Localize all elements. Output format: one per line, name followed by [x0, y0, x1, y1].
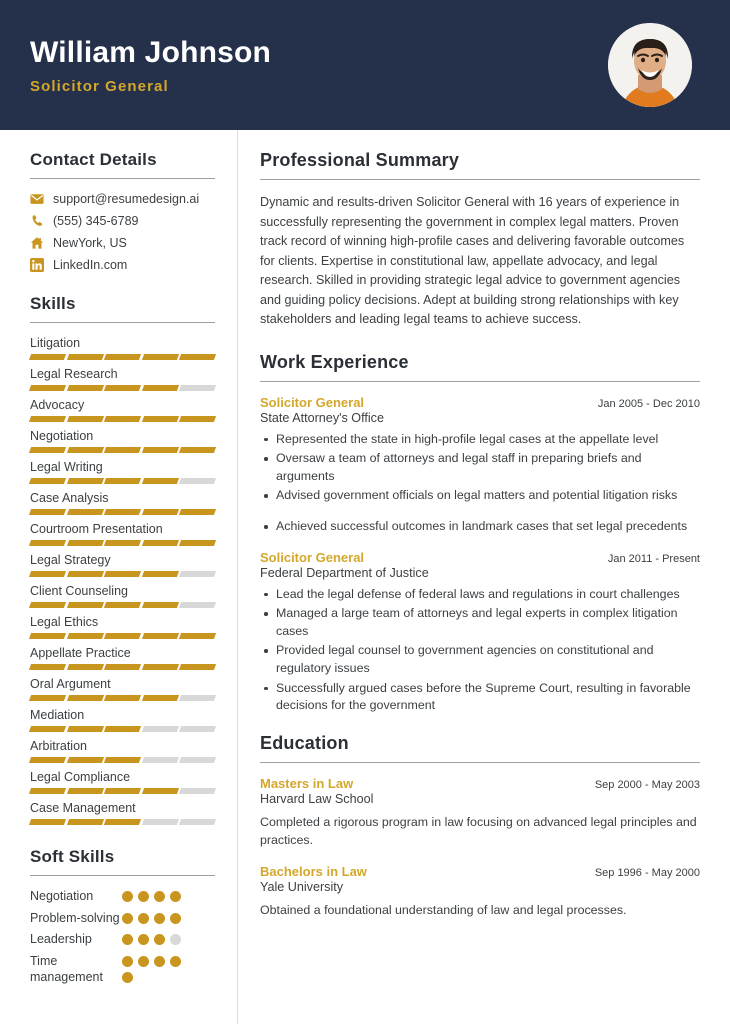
skill-item — [30, 739, 215, 763]
skill-bar-segment — [104, 664, 141, 670]
skill-label: Litigation — [30, 336, 81, 350]
soft-skill-rating — [122, 911, 192, 924]
experience-divider — [260, 381, 700, 382]
skill-bar-segment — [142, 385, 179, 391]
skill-bar-segment — [179, 726, 216, 732]
education-degree: Bachelors in Law — [260, 863, 367, 879]
soft-skill-label: Leadership — [30, 932, 92, 947]
contact-section — [30, 150, 215, 272]
skills-list — [30, 336, 215, 825]
rating-dot — [154, 934, 165, 945]
summary-text: Dynamic and results-driven Solicitor General with 16 years of experience in successfully representing the government in complex legal matters. Proven track record of winning high-profile cases and delivering favorable outcomes for clients. Expertise in constitutional law, appellate advocacy, and legal research. Skilled in providing strategic legal advice to government agencies and guiding policy decisions. Adept at building strong relationships with key stakeholders and leading legal teams to achieve success. — [260, 195, 685, 327]
education-degree: Masters in Law — [260, 775, 354, 791]
education-entry-header — [260, 776, 700, 791]
skill-bar-segment — [142, 509, 179, 515]
experience-bullet: Achieved successful outcomes in landmark cases that set legal precedents — [260, 518, 700, 536]
skill-bar-segment — [104, 602, 141, 608]
skill-bar-segment — [142, 633, 179, 639]
skill-bar-segment — [29, 602, 66, 608]
skill-bar-segment — [179, 509, 216, 515]
soft-skill-label: Negotiation — [30, 889, 94, 903]
avatar — [608, 23, 692, 107]
skills-divider — [30, 322, 215, 323]
summary-heading: Professional Summary — [260, 150, 460, 170]
skill-bar-segment — [67, 354, 104, 360]
rating-dot — [138, 956, 149, 967]
skill-bar-segment — [67, 478, 104, 484]
skill-bar-segment — [104, 416, 141, 422]
skill-level-bar — [30, 385, 215, 391]
skill-bar-segment — [104, 385, 141, 391]
skill-bar-segment — [29, 633, 66, 639]
skill-label: Case Analysis — [30, 491, 109, 505]
skill-level-bar — [30, 416, 215, 422]
skill-level-bar — [30, 540, 215, 546]
skill-level-bar — [30, 788, 215, 794]
skill-item — [30, 429, 215, 453]
skill-bar-segment — [179, 571, 216, 577]
skill-level-bar — [30, 509, 215, 515]
skill-bar-segment — [142, 540, 179, 546]
skills-section — [30, 294, 215, 825]
skill-bar-segment — [142, 757, 179, 763]
skill-bar-segment — [179, 447, 216, 453]
skill-item — [30, 677, 215, 701]
skill-label: Oral Argument — [30, 677, 111, 691]
education-date-range: Sep 2000 - May 2003 — [594, 778, 700, 791]
education-list — [260, 776, 700, 920]
skill-bar-segment — [179, 385, 216, 391]
resume-header — [0, 0, 730, 130]
education-school: Yale University — [260, 879, 344, 894]
contact-item-value: LinkedIn.com — [53, 258, 128, 272]
contact-item-value: (555) 345-6789 — [53, 214, 139, 228]
skill-bar-segment — [104, 819, 141, 825]
skill-bar-segment — [104, 447, 141, 453]
soft-skill-item — [30, 932, 215, 948]
soft-skill-rating — [122, 932, 192, 945]
rating-dot — [122, 972, 133, 983]
skill-item — [30, 398, 215, 422]
experience-role: Solicitor General — [260, 394, 365, 410]
contact-item[interactable] — [30, 236, 215, 250]
skill-label: Legal Compliance — [30, 770, 131, 784]
skill-bar-segment — [67, 571, 104, 577]
soft-skills-heading: Soft Skills — [30, 847, 115, 866]
contact-list — [30, 192, 215, 272]
skill-label: Case Management — [30, 801, 136, 815]
skill-bar-segment — [179, 416, 216, 422]
skill-bar-segment — [67, 757, 104, 763]
soft-skill-item — [30, 889, 215, 905]
skill-level-bar — [30, 478, 215, 484]
header-text-block — [30, 36, 608, 95]
skill-item — [30, 770, 215, 794]
skill-bar-segment — [179, 819, 216, 825]
skill-level-bar — [30, 571, 215, 577]
contact-divider — [30, 178, 215, 179]
skill-bar-segment — [142, 695, 179, 701]
skill-label: Negotiation — [30, 429, 94, 443]
experience-bullet: Advised government officials on legal matters and potential litigation risks — [260, 487, 700, 505]
skill-bar-segment — [29, 416, 66, 422]
experience-entry-header — [260, 550, 700, 565]
skill-bar-segment — [104, 695, 141, 701]
skill-bar-segment — [179, 633, 216, 639]
skill-bar-segment — [142, 664, 179, 670]
skill-bar-segment — [104, 571, 141, 577]
skill-bar-segment — [179, 664, 216, 670]
skill-bar-segment — [67, 416, 104, 422]
skill-level-bar — [30, 757, 215, 763]
skill-label: Legal Research — [30, 367, 118, 381]
skill-bar-segment — [29, 478, 66, 484]
skill-label: Legal Writing — [30, 460, 103, 474]
rating-dot — [154, 956, 165, 967]
skill-bar-segment — [67, 385, 104, 391]
rating-dot — [154, 913, 165, 924]
education-divider — [260, 762, 700, 763]
skill-level-bar — [30, 726, 215, 732]
skill-item — [30, 522, 215, 546]
skill-bar-segment — [104, 540, 141, 546]
skill-bar-segment — [142, 602, 179, 608]
skill-bar-segment — [142, 726, 179, 732]
skill-item — [30, 615, 215, 639]
skill-bar-segment — [179, 757, 216, 763]
skill-bar-segment — [29, 354, 66, 360]
linkedin-icon — [30, 258, 44, 272]
skill-item — [30, 646, 215, 670]
experience-list — [260, 395, 700, 715]
skill-item — [30, 553, 215, 577]
sidebar — [0, 130, 238, 1024]
skill-item — [30, 584, 215, 608]
experience-bullet: Lead the legal defense of federal laws and regulations in court challenges — [260, 586, 700, 604]
skill-label: Appellate Practice — [30, 646, 131, 660]
skill-item — [30, 367, 215, 391]
skill-bar-segment — [67, 788, 104, 794]
education-description: Obtained a foundational understanding of law and legal processes. — [260, 902, 627, 917]
experience-section — [260, 352, 700, 715]
rating-dot — [138, 913, 149, 924]
skill-bar-segment — [142, 447, 179, 453]
skill-bar-segment — [104, 788, 141, 794]
skill-level-bar — [30, 633, 215, 639]
skill-bar-segment — [67, 540, 104, 546]
skill-bar-segment — [29, 571, 66, 577]
soft-skills-divider — [30, 875, 215, 876]
skill-bar-segment — [67, 664, 104, 670]
education-description: Completed a rigorous program in law focusing on advanced legal principles and practices. — [260, 814, 697, 847]
rating-dot — [170, 956, 181, 967]
main-column — [238, 130, 730, 1024]
rating-dot — [138, 934, 149, 945]
skill-bar-segment — [29, 509, 66, 515]
rating-dot — [138, 891, 149, 902]
skill-level-bar — [30, 354, 215, 360]
skill-bar-segment — [104, 509, 141, 515]
skill-bar-segment — [67, 633, 104, 639]
rating-dot — [154, 891, 165, 902]
home-icon — [30, 236, 44, 250]
experience-bullet: Oversaw a team of attorneys and legal staff in preparing briefs and arguments — [260, 450, 700, 485]
summary-divider — [260, 179, 700, 180]
skill-label: Courtroom Presentation — [30, 522, 163, 536]
skill-label: Arbitration — [30, 739, 87, 753]
skill-bar-segment — [29, 540, 66, 546]
envelope-icon — [30, 192, 44, 206]
skill-level-bar — [30, 664, 215, 670]
skill-bar-segment — [142, 571, 179, 577]
rating-dot — [170, 934, 181, 945]
experience-bullet: Represented the state in high-profile legal cases at the appellate level — [260, 431, 700, 449]
skill-bar-segment — [142, 788, 179, 794]
skills-heading: Skills — [30, 294, 76, 313]
experience-bullet: Provided legal counsel to government agencies on constitutional and regulatory issues — [260, 642, 700, 677]
rating-dot — [122, 934, 133, 945]
skill-level-bar — [30, 447, 215, 453]
skill-bar-segment — [29, 788, 66, 794]
experience-bullet: Managed a large team of attorneys and legal experts in complex litigation cases — [260, 605, 700, 640]
experience-bullet-list — [260, 431, 700, 536]
soft-skill-item — [30, 911, 215, 927]
rating-dot — [122, 956, 133, 967]
rating-dot — [170, 913, 181, 924]
skill-bar-segment — [67, 447, 104, 453]
education-section — [260, 733, 700, 920]
contact-item[interactable] — [30, 214, 215, 228]
soft-skill-rating — [122, 889, 192, 902]
skill-item — [30, 460, 215, 484]
skill-bar-segment — [142, 354, 179, 360]
skill-bar-segment — [29, 385, 66, 391]
soft-skill-rating — [122, 954, 192, 983]
skill-item — [30, 708, 215, 732]
soft-skills-section — [30, 847, 215, 985]
contact-item[interactable] — [30, 192, 215, 206]
skill-bar-segment — [142, 416, 179, 422]
skill-bar-segment — [179, 540, 216, 546]
phone-icon — [30, 214, 44, 228]
skill-label: Advocacy — [30, 398, 85, 412]
skill-bar-segment — [67, 695, 104, 701]
education-entry — [260, 776, 700, 850]
skill-bar-segment — [179, 788, 216, 794]
education-heading: Education — [260, 732, 349, 753]
experience-date-range: Jan 2011 - Present — [607, 552, 700, 565]
skill-label: Legal Strategy — [30, 553, 111, 567]
skill-level-bar — [30, 819, 215, 825]
contact-item[interactable] — [30, 258, 215, 272]
education-entry — [260, 864, 700, 920]
soft-skill-item — [30, 954, 215, 985]
skill-item — [30, 336, 215, 360]
soft-skills-list — [30, 889, 215, 985]
education-entry-header — [260, 864, 700, 879]
skill-bar-segment — [67, 819, 104, 825]
skill-bar-segment — [67, 726, 104, 732]
page-title: William Johnson — [30, 35, 272, 69]
rating-dot — [170, 891, 181, 902]
skill-bar-segment — [29, 726, 66, 732]
education-school: Harvard Law School — [260, 791, 374, 806]
experience-organization: Federal Department of Justice — [260, 565, 429, 580]
skill-bar-segment — [179, 602, 216, 608]
skill-bar-segment — [29, 664, 66, 670]
experience-bullet: Successfully argued cases before the Supreme Court, resulting in favorable decisions for the government — [260, 680, 700, 715]
avatar-photo-icon — [608, 23, 692, 107]
skill-bar-segment — [29, 819, 66, 825]
experience-entry-header — [260, 395, 700, 410]
skill-level-bar — [30, 602, 215, 608]
experience-entry — [260, 550, 700, 715]
experience-entry — [260, 395, 700, 536]
contact-heading: Contact Details — [30, 150, 157, 169]
resume-body — [0, 130, 730, 1024]
skill-bar-segment — [29, 447, 66, 453]
skill-bar-segment — [29, 695, 66, 701]
education-date-range: Sep 1996 - May 2000 — [594, 866, 700, 879]
skill-bar-segment — [142, 478, 179, 484]
skill-bar-segment — [179, 478, 216, 484]
skill-item — [30, 491, 215, 515]
experience-date-range: Jan 2005 - Dec 2010 — [597, 397, 700, 410]
header-job-title: Solicitor General — [30, 77, 169, 95]
experience-bullet-list — [260, 586, 700, 715]
skill-bar-segment — [179, 695, 216, 701]
rating-dot — [122, 891, 133, 902]
skill-bar-segment — [29, 757, 66, 763]
skill-bar-segment — [104, 478, 141, 484]
skill-bar-segment — [104, 354, 141, 360]
skill-label: Client Counseling — [30, 584, 128, 598]
skill-bar-segment — [179, 354, 216, 360]
skill-bar-segment — [104, 757, 141, 763]
skill-bar-segment — [104, 726, 141, 732]
soft-skill-label: Time management — [30, 953, 103, 984]
skill-bar-segment — [104, 633, 141, 639]
skill-bar-segment — [142, 819, 179, 825]
skill-label: Legal Ethics — [30, 615, 99, 629]
experience-organization: State Attorney's Office — [260, 410, 384, 425]
contact-item-value: support@resumedesign.ai — [53, 192, 200, 206]
summary-section — [260, 150, 700, 330]
rating-dot — [122, 913, 133, 924]
experience-heading: Work Experience — [260, 351, 409, 372]
skill-bar-segment — [67, 509, 104, 515]
skill-item — [30, 801, 215, 825]
experience-role: Solicitor General — [260, 549, 365, 565]
contact-item-value: NewYork, US — [53, 236, 127, 250]
skill-bar-segment — [67, 602, 104, 608]
soft-skill-label: Problem-solving — [30, 910, 120, 925]
skill-level-bar — [30, 695, 215, 701]
skill-label: Mediation — [30, 708, 85, 722]
